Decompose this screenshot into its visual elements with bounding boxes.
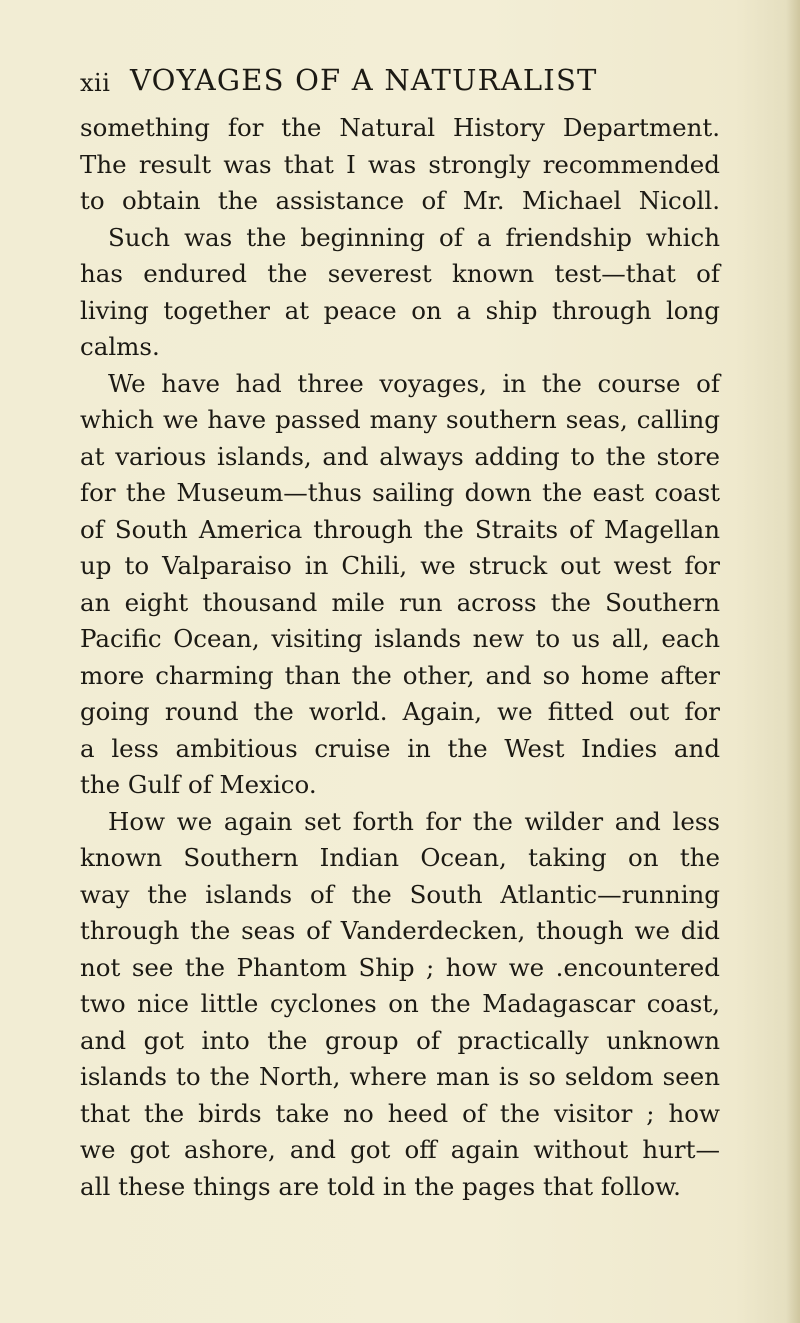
text-line: of South America through the Straits of Magellan [80, 514, 720, 544]
text-line: all these things are told in the pages that follow. [80, 1171, 681, 1201]
text-line: not see the Phantom Ship ; how we .encountered [80, 952, 720, 982]
text-line: more charming than the other, and so home after [80, 660, 720, 690]
text-line: islands to the North, where man is so seldom seen [80, 1062, 720, 1091]
text-line: we got ashore, and got off again without hurt— [80, 1135, 720, 1164]
text-line: calms. [80, 332, 160, 361]
text-line: way the islands of the South Atlantic—running [80, 879, 720, 909]
text-line: going round the world. Again, we fitted out for [80, 697, 720, 726]
text-line: living together at peace on a ship through long [80, 295, 720, 325]
text-line: to obtain the assistance of Mr. Michael Nicoll. [80, 186, 720, 215]
text-line: a less ambitious cruise in the West Indies and [80, 733, 720, 763]
text-line: known Southern Indian Ocean, taking on the [80, 843, 720, 872]
text-line: two nice little cyclones on the Madagascar coast, [80, 989, 720, 1018]
text-line: at various islands, and always adding to the store [80, 441, 720, 471]
text-line: Pacific Ocean, visiting islands new to us all, each [80, 624, 720, 653]
text-line: an eight thousand mile run across the Southern [80, 587, 720, 617]
text-line: which we have passed many southern seas, calling [80, 405, 720, 434]
text-line: through the seas of Vanderdecken, though we did [80, 916, 720, 945]
text-line: and got into the group of practically unknown [80, 1025, 720, 1055]
text-line: the Gulf of Mexico. [80, 770, 317, 799]
page-header [80, 63, 720, 103]
text-line: for the Museum—thus sailing down the east coast [80, 478, 720, 507]
text-line: has endured the severest known test—that of [80, 259, 720, 288]
running-head: VOYAGES OF A NATURALIST [130, 63, 598, 97]
page-number: xii [80, 69, 111, 97]
body-text [80, 110, 720, 1205]
page-edge-shadow [786, 0, 800, 1323]
text-line: Such was the beginning of a friendship which [108, 222, 720, 252]
text-line: up to Valparaiso in Chili, we struck out west for [80, 551, 720, 580]
text-line: The result was that I was strongly recommended [80, 149, 720, 179]
text-line: that the birds take no heed of the visitor ; how [80, 1098, 720, 1128]
text-line: How we again set forth for the wilder and less [108, 806, 720, 836]
text-line: something for the Natural History Department. [80, 113, 720, 142]
text-line: We have had three voyages, in the course of [108, 368, 720, 398]
